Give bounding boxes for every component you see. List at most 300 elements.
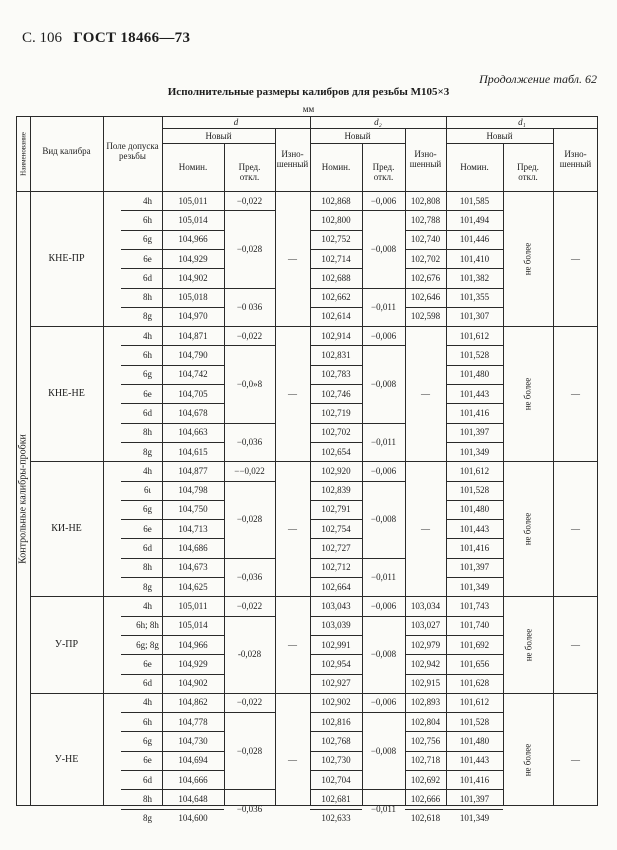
- field-6h: 6h: [143, 716, 152, 727]
- d-nom: 104,625: [178, 581, 208, 592]
- d-nom: 104,970: [178, 311, 208, 322]
- row-rule: [446, 519, 503, 520]
- field-8h: 8h: [143, 427, 152, 438]
- field-6e: 6e: [143, 253, 152, 264]
- gauge-kind: КНЕ-НЕ: [48, 387, 85, 399]
- header-d2: d₂: [374, 117, 382, 127]
- d1-worn-dash: —: [571, 639, 580, 650]
- row-rule: [446, 654, 503, 655]
- row-rule: [446, 809, 503, 810]
- field-6: 6ɩ: [144, 485, 151, 496]
- d2-deviation: −0,008: [370, 649, 397, 660]
- row-rule: [121, 519, 224, 520]
- d2-worn: 102,979: [410, 639, 441, 650]
- row-rule: [446, 770, 503, 771]
- d-deviation: -0,028: [237, 649, 262, 660]
- d-nom: 105,018: [178, 292, 208, 303]
- rule-header-2b: [310, 143, 405, 144]
- d2-worn: 102,718: [410, 755, 441, 766]
- field-6d: 6d: [143, 407, 152, 418]
- row-rule: [446, 365, 503, 366]
- d-nom: 104,686: [178, 543, 208, 554]
- d-nom: 104,966: [178, 234, 208, 245]
- d-nom: 104,666: [178, 774, 208, 785]
- d2-nom: 102,754: [321, 523, 351, 534]
- dev-rule: [362, 558, 405, 559]
- dev-rule: [362, 345, 405, 346]
- field-8g: 8g: [143, 581, 152, 592]
- row-rule: [121, 288, 224, 289]
- d1-nom: 101,443: [459, 755, 490, 766]
- d1-nom: 101,612: [459, 465, 490, 476]
- row-rule: [121, 635, 224, 636]
- dev-rule: [224, 345, 275, 346]
- rule-d-worn: [275, 128, 276, 806]
- d1-nom: 101,612: [459, 330, 490, 341]
- row-rule: [121, 210, 224, 211]
- d1-nom: 101,740: [459, 620, 490, 631]
- d-deviation: −0,028: [236, 745, 263, 756]
- d2-deviation: −0,011: [371, 572, 396, 582]
- row-rule: [121, 345, 224, 346]
- row-rule: [310, 751, 362, 752]
- d-worn-dash: —: [288, 639, 297, 650]
- field-8h: 8h: [143, 562, 152, 573]
- d2-nom: 103,043: [321, 600, 351, 611]
- d2-deviation: −0,008: [370, 514, 397, 525]
- d-nom: 105,014: [178, 214, 208, 225]
- dev-rule: [362, 210, 405, 211]
- header-name: Наименование: [19, 131, 27, 176]
- d2-nom: 102,662: [321, 292, 351, 303]
- row-rule: [121, 442, 224, 443]
- d-nom: 104,615: [178, 446, 208, 457]
- d2-nom: 102,727: [321, 543, 351, 554]
- d2-deviation: −0,006: [370, 195, 397, 206]
- row-rule: [121, 654, 224, 655]
- d-deviation: −0,0»8: [236, 379, 263, 389]
- field-6g: 6g: [143, 504, 152, 515]
- field-8g: 8g: [143, 813, 152, 824]
- dev-rule: [224, 481, 275, 482]
- d1-dev-not-more: не более: [522, 242, 533, 275]
- row-rule: [121, 230, 224, 231]
- field-6g8g: 6g; 8g: [136, 639, 159, 650]
- d-deviation: −0,022: [236, 600, 263, 611]
- row-rule: [310, 442, 362, 443]
- field-6d: 6d: [143, 774, 152, 785]
- d2-worn: 102,692: [410, 774, 441, 785]
- d1-nom: 101,416: [459, 407, 490, 418]
- row-rule: [405, 230, 446, 231]
- header-d1-dev: Пред. откл.: [517, 162, 539, 182]
- row-rule: [310, 403, 362, 404]
- d-nom: 104,678: [178, 407, 208, 418]
- row-rule: [310, 365, 362, 366]
- row-rule: [446, 674, 503, 675]
- table-continuation: Продолжение табл. 62: [479, 72, 597, 86]
- row-rule: [405, 307, 446, 308]
- d2-worn: 102,788: [410, 214, 441, 225]
- dev-rule: [224, 616, 275, 617]
- d1-nom: 101,494: [459, 214, 490, 225]
- d2-nom: 102,633: [321, 813, 351, 824]
- row-rule: [310, 268, 362, 269]
- d1-nom: 101,528: [459, 350, 490, 361]
- row-rule: [121, 481, 224, 482]
- d1-nom: 101,397: [459, 562, 490, 573]
- row-rule: [446, 731, 503, 732]
- d-nom: 105,011: [178, 195, 208, 206]
- d2-deviation: −0,008: [370, 243, 397, 254]
- row-rule: [446, 230, 503, 231]
- row-rule: [405, 731, 446, 732]
- d-nom: 104,798: [178, 485, 208, 496]
- row-rule: [310, 616, 362, 617]
- d-nom: 104,713: [178, 523, 208, 534]
- d2-nom: 102,839: [321, 485, 351, 496]
- row-rule: [446, 712, 503, 713]
- d2-nom: 103,039: [321, 620, 351, 631]
- row-rule: [310, 654, 362, 655]
- d2-worn: 102,915: [410, 678, 441, 689]
- row-rule: [405, 809, 446, 810]
- d1-nom: 101,355: [459, 292, 490, 303]
- header-d-worn: Изно-шенный: [276, 149, 309, 169]
- row-rule: [446, 288, 503, 289]
- field-6d: 6d: [143, 678, 152, 689]
- field-6h: 6h: [143, 350, 152, 361]
- d1-nom: 101,443: [459, 388, 490, 399]
- d-nom: 104,705: [178, 388, 208, 399]
- row-rule: [405, 654, 446, 655]
- d2-worn: 102,646: [410, 292, 441, 303]
- row-rule: [405, 770, 446, 771]
- gauge-kind: У-НЕ: [54, 754, 79, 766]
- d-nom: 104,730: [178, 736, 208, 747]
- d-nom: 104,902: [178, 272, 208, 283]
- d2-worn: 102,702: [410, 253, 441, 264]
- row-rule: [446, 558, 503, 559]
- d2-deviation: −0,006: [370, 465, 397, 476]
- standard-number: ГОСТ 18466—73: [73, 30, 191, 46]
- d-deviation: −0,028: [236, 514, 263, 525]
- row-rule: [121, 789, 224, 790]
- dev-rule: [362, 481, 405, 482]
- d-nom: 104,929: [178, 253, 208, 264]
- row-rule: [310, 558, 362, 559]
- row-rule: [310, 577, 362, 578]
- field-8g: 8g: [143, 311, 152, 322]
- rule-d1-worn: [553, 128, 554, 806]
- d2-deviation: −0,008: [370, 745, 397, 756]
- d-nom: 104,778: [178, 716, 208, 727]
- d1-nom: 101,480: [459, 736, 490, 747]
- row-rule: [446, 635, 503, 636]
- field-8h: 8h: [143, 793, 152, 804]
- d1-worn-dash: —: [571, 755, 580, 766]
- rule-header-1: [162, 128, 598, 129]
- d1-worn-dash: —: [571, 523, 580, 534]
- dev-rule: [224, 558, 275, 559]
- d-nom: 104,790: [178, 350, 208, 361]
- d1-nom: 101,480: [459, 369, 490, 380]
- d2-worn: 102,942: [410, 658, 441, 669]
- d2-nom: 102,614: [321, 311, 351, 322]
- side-label: Контрольные калибры-пробки: [17, 433, 28, 564]
- unit-label: мм: [302, 104, 315, 114]
- row-rule: [121, 249, 224, 250]
- d2-deviation: −0,011: [371, 301, 396, 312]
- header-d: d: [233, 117, 239, 127]
- row-rule: [446, 500, 503, 501]
- header-kind: Вид калибра: [42, 146, 91, 156]
- d1-nom: 101,443: [459, 523, 490, 534]
- d-deviation: −0,036: [236, 572, 263, 582]
- row-rule: [121, 712, 224, 713]
- d-worn-dash: —: [288, 523, 297, 534]
- field-6g: 6g: [143, 736, 152, 747]
- row-rule: [405, 635, 446, 636]
- d1-nom: 101,416: [459, 543, 490, 554]
- field-4h: 4h: [143, 600, 152, 611]
- d2-deviation: −0,011: [371, 803, 396, 814]
- d1-nom: 101,382: [459, 272, 490, 283]
- header-d-new: Новый: [205, 130, 232, 141]
- row-rule: [310, 423, 362, 424]
- row-rule: [121, 731, 224, 732]
- d1-nom: 101,628: [459, 678, 490, 689]
- d2-nom: 102,920: [321, 465, 351, 476]
- field-6d: 6d: [143, 543, 152, 554]
- d-deviation: −0 036: [236, 301, 263, 312]
- dev-rule: [224, 712, 275, 713]
- row-rule: [446, 210, 503, 211]
- header-d1-nom: Номин.: [460, 162, 489, 172]
- d1-nom: 101,446: [459, 234, 490, 245]
- row-rule: [446, 384, 503, 385]
- d2-nom: 102,927: [321, 678, 351, 689]
- row-rule: [310, 809, 362, 810]
- field-6e: 6e: [143, 523, 152, 534]
- d1-nom: 101,416: [459, 774, 490, 785]
- field-4h: 4h: [143, 330, 152, 341]
- field-8h: 8h: [143, 292, 152, 303]
- d2-nom: 102,768: [321, 736, 351, 747]
- field-4h: 4h: [143, 697, 152, 708]
- row-rule: [310, 307, 362, 308]
- d2-nom: 102,746: [321, 388, 351, 399]
- rule-header-2: [162, 143, 275, 144]
- d2-nom: 102,902: [321, 697, 351, 708]
- d-deviation: −−0,022: [234, 465, 265, 476]
- d2-nom: 102,704: [321, 774, 351, 785]
- row-rule: [405, 288, 446, 289]
- row-rule: [310, 635, 362, 636]
- d-worn-dash: —: [288, 388, 297, 399]
- row-rule: [405, 616, 446, 617]
- d2-nom: 102,991: [321, 639, 351, 650]
- header-d2-new: Новый: [344, 130, 371, 141]
- row-rule: [310, 288, 362, 289]
- dev-rule: [362, 712, 405, 713]
- row-rule: [121, 423, 224, 424]
- header-d2-nom: Номин.: [321, 162, 351, 172]
- row-rule: [446, 268, 503, 269]
- gauge-kind: У-ПР: [54, 638, 79, 650]
- header-d1-worn: Изно-шенный: [559, 149, 592, 169]
- rule-header-2c: [446, 143, 553, 144]
- d2-worn: 102,598: [410, 311, 441, 322]
- d2-nom: 102,868: [321, 195, 351, 206]
- dev-rule: [362, 616, 405, 617]
- d-nom: 104,871: [178, 330, 208, 341]
- row-rule: [446, 481, 503, 482]
- dev-rule: [362, 288, 405, 289]
- d2-worn-dash: —: [421, 523, 430, 534]
- d-nom: 104,648: [178, 793, 208, 804]
- d2-nom: 102,783: [321, 369, 351, 380]
- row-rule: [446, 577, 503, 578]
- d2-nom: 102,831: [321, 350, 351, 361]
- field-6h8h: 6h; 8h: [136, 620, 159, 631]
- header-d2-worn: Изно-шенный: [409, 149, 442, 169]
- d2-nom: 102,914: [321, 330, 351, 341]
- table-title: Исполнительные размеры калибров для резьбы M105×3: [167, 86, 450, 98]
- page-number: С. 106 ГОСТ 18466—73: [22, 30, 191, 46]
- row-rule: [310, 789, 362, 790]
- field-4h: 4h: [143, 465, 152, 476]
- d2-nom: 102,712: [321, 562, 351, 573]
- d1-nom: 101,349: [459, 581, 490, 592]
- d1-nom: 101,585: [459, 195, 490, 206]
- row-rule: [310, 538, 362, 539]
- d1-nom: 101,349: [459, 446, 490, 457]
- row-rule: [310, 500, 362, 501]
- d2-deviation: −0,011: [371, 436, 396, 447]
- d1-worn-dash: —: [571, 388, 580, 399]
- d2-worn-dash: —: [421, 388, 430, 399]
- d-nom: 104,600: [178, 813, 208, 824]
- d-nom: 104,966: [178, 639, 208, 650]
- d-deviation: −0,022: [236, 195, 263, 206]
- row-rule: [121, 558, 224, 559]
- d1-nom: 101,528: [459, 716, 490, 727]
- row-rule: [310, 249, 362, 250]
- row-rule: [405, 751, 446, 752]
- d1-nom: 101,410: [459, 253, 490, 264]
- d1-nom: 101,349: [459, 813, 490, 824]
- row-rule: [446, 789, 503, 790]
- gauge-kind: КИ-НЕ: [51, 522, 82, 534]
- d-nom: 104,663: [178, 427, 208, 438]
- row-rule: [121, 538, 224, 539]
- d2-worn: 102,666: [410, 793, 441, 804]
- row-rule: [121, 365, 224, 366]
- d1-dev-not-more: не более: [522, 377, 533, 410]
- d2-worn: 102,756: [410, 736, 441, 747]
- field-6h: 6h: [143, 214, 152, 225]
- d-nom: 104,929: [178, 658, 208, 669]
- header-d-nom: Номин.: [178, 162, 208, 172]
- row-rule: [405, 249, 446, 250]
- dev-rule: [224, 288, 275, 289]
- row-rule: [310, 345, 362, 346]
- d-deviation: −0,036: [236, 436, 263, 447]
- row-rule: [310, 230, 362, 231]
- dev-rule: [224, 789, 275, 790]
- dimensions-table: [16, 116, 598, 824]
- row-rule: [446, 751, 503, 752]
- row-rule: [446, 345, 503, 346]
- row-rule: [121, 809, 224, 810]
- d1-nom: 101,307: [459, 311, 490, 322]
- header-d1-new: Новый: [486, 130, 513, 141]
- d2-worn: 102,808: [410, 195, 441, 206]
- row-rule: [446, 403, 503, 404]
- d2-nom: 102,730: [321, 755, 351, 766]
- row-rule: [446, 307, 503, 308]
- d2-worn: 103,034: [410, 600, 441, 611]
- d2-nom: 102,791: [321, 504, 351, 515]
- row-rule: [121, 674, 224, 675]
- d2-nom: 102,681: [321, 793, 351, 804]
- d2-nom: 102,816: [321, 716, 351, 727]
- d1-nom: 101,656: [459, 658, 490, 669]
- d-nom: 104,862: [178, 697, 208, 708]
- row-rule: [310, 481, 362, 482]
- row-rule: [121, 616, 224, 617]
- d2-nom: 102,664: [321, 581, 351, 592]
- d-deviation: −0,028: [236, 243, 263, 254]
- d-nom: 104,673: [178, 562, 208, 573]
- d2-nom: 102,800: [321, 214, 351, 225]
- field-8g: 8g: [143, 446, 152, 457]
- row-rule: [310, 770, 362, 771]
- d2-nom: 102,719: [321, 407, 351, 418]
- d-nom: 104,694: [178, 755, 208, 766]
- d2-nom: 102,752: [321, 234, 351, 245]
- dev-rule: [362, 423, 405, 424]
- gauge-kind: КНЕ-ПР: [48, 252, 85, 264]
- row-rule: [121, 307, 224, 308]
- d-nom: 105,014: [178, 620, 208, 631]
- d1-nom: 101,692: [459, 639, 490, 650]
- d2-deviation: −0,006: [370, 330, 397, 341]
- header-d-dev: Пред. откл.: [238, 162, 261, 182]
- d-nom: 105,011: [178, 600, 208, 611]
- d2-worn: 102,740: [410, 234, 441, 245]
- field-6e: 6e: [143, 388, 152, 399]
- field-4h: 4h: [143, 195, 152, 206]
- d1-worn-dash: —: [571, 253, 580, 264]
- row-rule: [405, 712, 446, 713]
- d2-worn: 102,618: [410, 813, 441, 824]
- d2-nom: 102,702: [321, 427, 351, 438]
- row-rule: [405, 789, 446, 790]
- row-rule: [121, 770, 224, 771]
- d1-dev-not-more: не более: [523, 628, 533, 661]
- header-field: Поле допуска резьбы: [106, 141, 159, 161]
- d2-deviation: −0,006: [370, 600, 397, 611]
- d1-nom: 101,397: [459, 427, 490, 438]
- dev-rule: [224, 210, 275, 211]
- row-rule: [405, 674, 446, 675]
- row-rule: [446, 249, 503, 250]
- field-6e: 6e: [143, 658, 152, 669]
- d2-nom: 102,688: [321, 272, 351, 283]
- dev-rule: [224, 423, 275, 424]
